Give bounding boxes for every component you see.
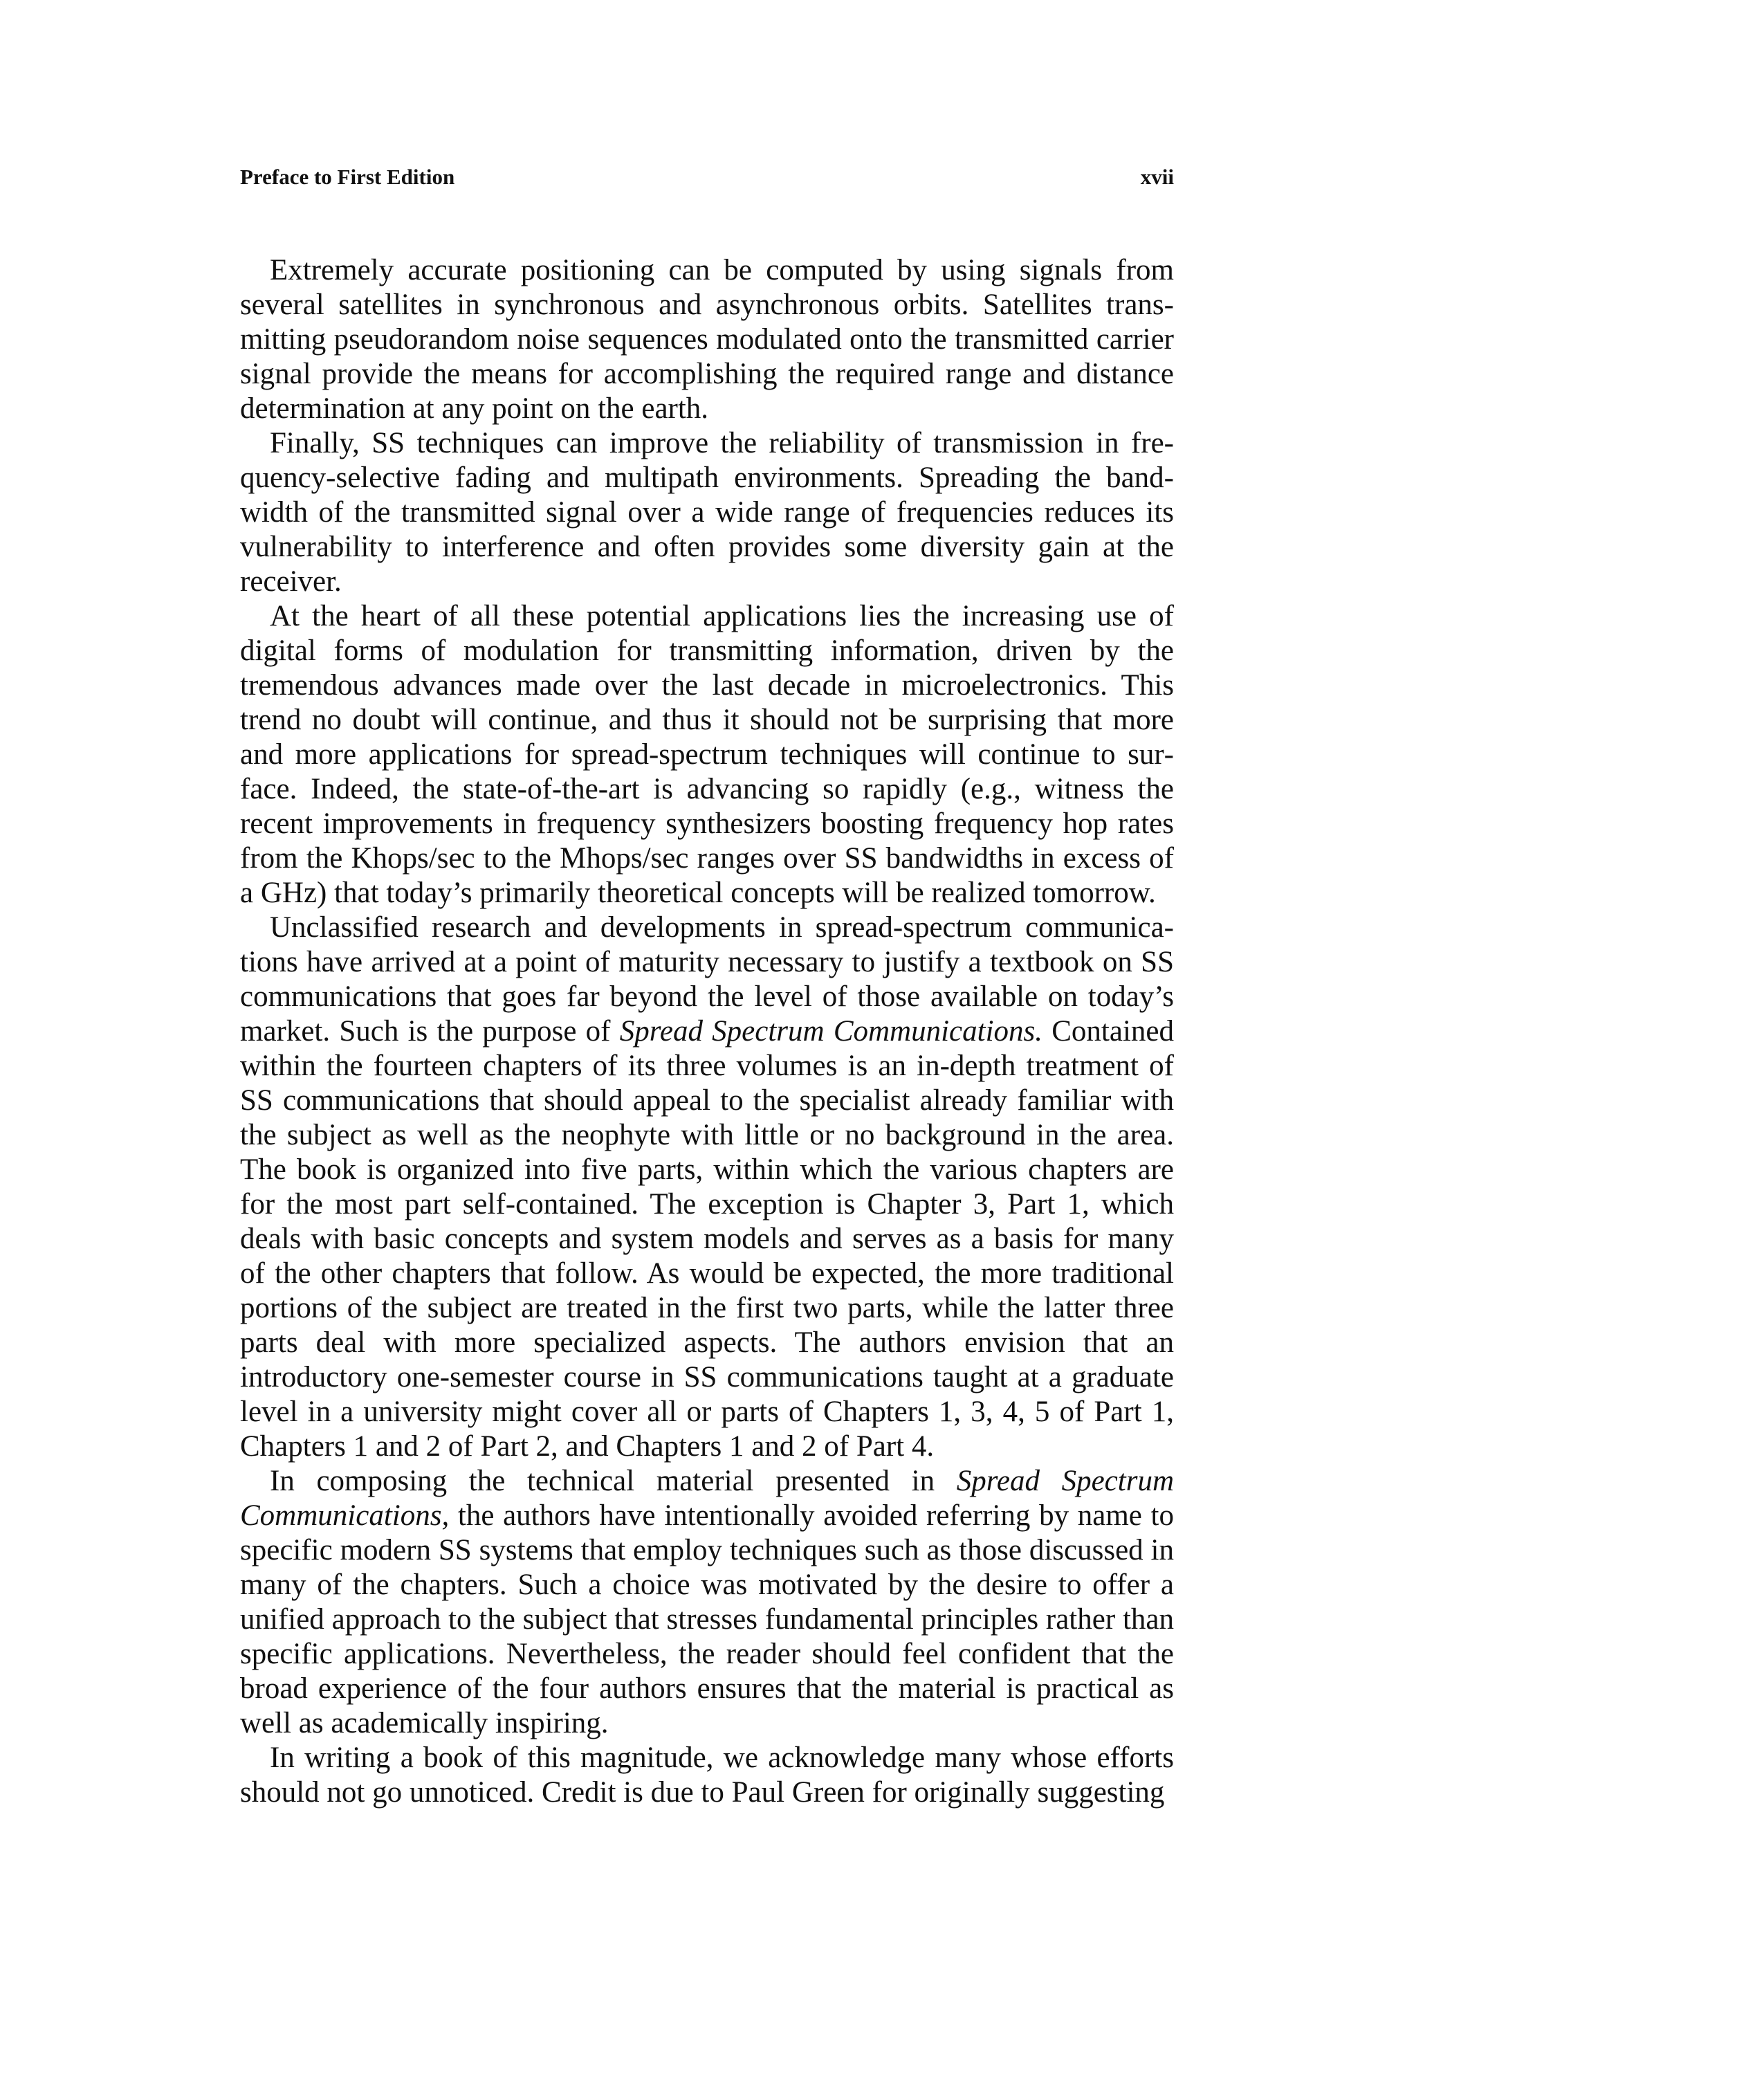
paragraph-positioning: Extremely accurate positioning can be computed by using signals from several satellites in synchronous and asynchronous orbits. Satellites transmitting pseudorandom noise sequences modulated onto the transmitted carrier signal provide the means for accomplishing the required range and distance determination at any point on the earth. [240, 254, 1174, 425]
page-header [240, 165, 1174, 199]
book-title: Spread Spectrum Communications. [619, 1015, 1043, 1048]
paragraph-acknowledgments: In writing a book of this magnitude, we acknowledge many whose efforts should not go unnoticed. Credit is due to Paul Green for originally suggesting [240, 1742, 1174, 1809]
paragraph-applications: At the heart of all these potential applications lies the increasing use of digital forms of modulation for transmitting information, driven by the tremendous advances made over the last decade in microelectronics. This trend no doubt will continue, and thus it should not be surprising that more and more applications for spread-spectrum techniques will continue to surface. Indeed, the state-of-the-art is advancing so rapidly (e.g., witness the recent improvements in frequency synthesizers boosting frequency hop rates from the Khops/sec to the Mhops/sec ranges over SS bandwidths in excess of a GHz) that today’s primarily theoretical concepts will be realized tomorrow. [240, 600, 1174, 909]
running-head: Preface to First Edition [240, 165, 455, 189]
page-number: xvii [1140, 165, 1174, 189]
paragraph-text: the authors have intentionally avoided referring by name to specific modern SS systems that employ techniques such as those discussed in many of the chapters. Such a choice was motivated by the desire to offer a unified approach to the subject that stresses fundamental principles rather than specific applications. Nevertheless, the reader should feel confident that the broad experience of the four authors ensures that the material is practical as well as academically inspiring. [240, 1499, 1174, 1739]
paragraph-text: Contained within the fourteen chapters of its three volumes is an in-depth treatment of SS communications that should appeal to the specialist already familiar with the subject as well as the neophyte with little or no background in the area. The book is organized into five parts, within which the various chapters are for the most part self-contained. The exception is Chapter 3, Part 1, which deals with basic concepts and system models and serves as a basis for many of the other chapters that follow. As would be expected, the more traditional portions of the subject are treated in the first two parts, while the latter three parts deal with more specialized aspects. The authors envision that an introductory one-semester course in SS communications taught at a graduate level in a university might cover all or parts of Chapters 1, 3, 4, 5 of Part 1, Chapters 1 and 2 of Part 2, and Chapters 1 and 2 of Part 4. [240, 1015, 1174, 1463]
paragraph-fading: Finally, SS techniques can improve the reliability of transmission in frequency-selective fading and multipath environments. Spreading the bandwidth of the transmitted signal over a wide range of frequencies reduces its vulnerability to interference and often provides some diversity gain at the receiver. [240, 427, 1174, 598]
paragraph-text: In composing the technical material presented in [270, 1465, 957, 1497]
paragraph-text: Unclassified research and developments in spread-spectrum communications have arrived at a point of maturity necessary to justify a textbook on SS communications that goes far beyond the level of those available on today’s market. Such is the purpose of [240, 911, 1174, 1048]
book-title: Spread Spectrum Communications, [240, 1465, 1174, 1532]
paragraph-book-purpose [240, 911, 1174, 1464]
body-text [240, 253, 1174, 1810]
paragraph-technical-material [240, 1464, 1174, 1741]
